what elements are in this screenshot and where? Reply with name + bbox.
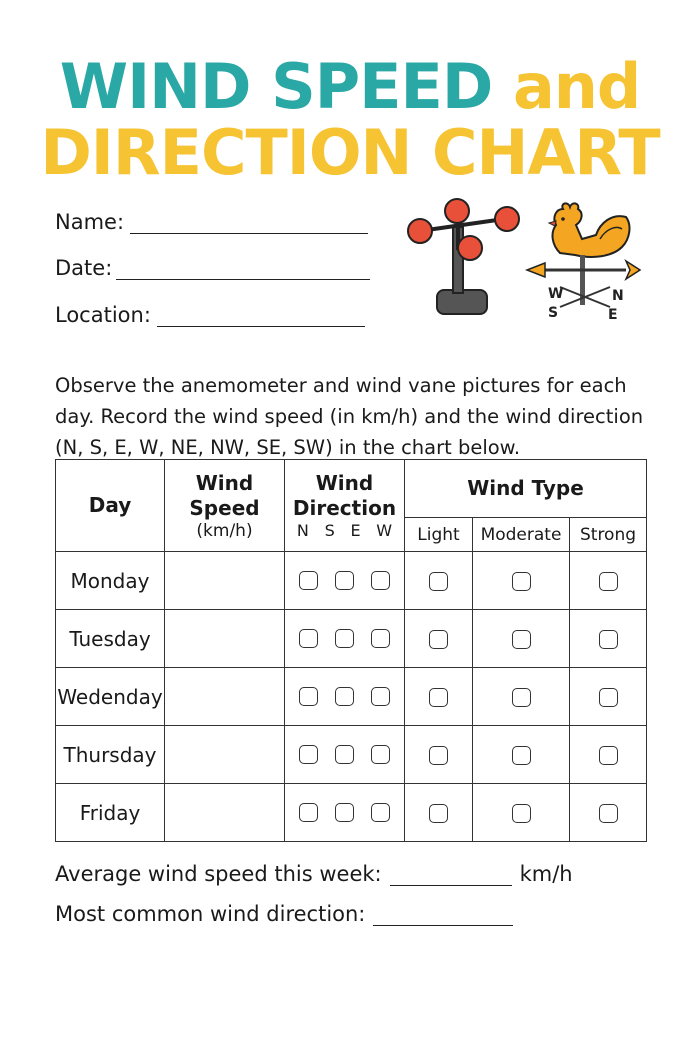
direction-checkbox[interactable] <box>299 745 318 764</box>
type-light-checkbox[interactable] <box>429 746 448 765</box>
location-label: Location: <box>55 303 151 327</box>
location-field <box>55 303 365 327</box>
direction-checkbox[interactable] <box>335 687 354 706</box>
type-light-cell <box>405 552 473 610</box>
type-strong-cell <box>570 784 647 842</box>
type-light-checkbox[interactable] <box>429 572 448 591</box>
direction-checkbox[interactable] <box>335 571 354 590</box>
type-light-checkbox[interactable] <box>429 688 448 707</box>
wind-direction-header: Wind Direction N S E W <box>285 460 405 552</box>
direction-cell <box>285 552 405 610</box>
date-field <box>55 256 370 280</box>
direction-checkbox[interactable] <box>335 803 354 822</box>
common-direction-line <box>55 902 513 926</box>
direction-cell <box>285 610 405 668</box>
direction-cell <box>285 668 405 726</box>
direction-checkbox[interactable] <box>371 571 390 590</box>
wind-speed-cell[interactable] <box>165 552 285 610</box>
wind-speed-cell[interactable] <box>165 726 285 784</box>
name-label: Name: <box>55 210 125 234</box>
wind-type-header: Wind Type <box>405 460 647 518</box>
header-row-1 <box>56 460 647 518</box>
type-moderate-checkbox[interactable] <box>512 804 531 823</box>
compass-w: W <box>548 286 564 302</box>
type-strong-cell <box>570 726 647 784</box>
type-strong-checkbox[interactable] <box>599 572 618 591</box>
type-strong-checkbox[interactable] <box>599 746 618 765</box>
day-cell: Friday <box>56 784 165 842</box>
table-row <box>56 610 647 668</box>
type-strong-header: Strong <box>570 518 647 552</box>
type-strong-cell <box>570 668 647 726</box>
table-row <box>56 784 647 842</box>
direction-checkbox[interactable] <box>299 629 318 648</box>
type-light-cell <box>405 726 473 784</box>
direction-cell <box>285 726 405 784</box>
type-moderate-checkbox[interactable] <box>512 746 531 765</box>
direction-checkbox[interactable] <box>371 745 390 764</box>
type-moderate-cell <box>473 552 570 610</box>
common-label: Most common wind direction: <box>55 902 366 926</box>
day-cell: Thursday <box>56 726 165 784</box>
type-light-checkbox[interactable] <box>429 630 448 649</box>
type-light-cell <box>405 784 473 842</box>
anemometer-icon <box>408 199 519 314</box>
compass-e: E <box>608 307 618 323</box>
day-cell: Tuesday <box>56 610 165 668</box>
table-row <box>56 552 647 610</box>
average-label: Average wind speed this week: <box>55 862 382 886</box>
type-moderate-checkbox[interactable] <box>512 630 531 649</box>
direction-checkbox[interactable] <box>371 803 390 822</box>
day-cell: Wedenday <box>56 668 165 726</box>
type-light-header: Light <box>405 518 473 552</box>
type-strong-checkbox[interactable] <box>599 804 618 823</box>
wind-speed-cell[interactable] <box>165 668 285 726</box>
type-moderate-header: Moderate <box>473 518 570 552</box>
direction-checkbox[interactable] <box>335 629 354 648</box>
direction-checkbox[interactable] <box>299 803 318 822</box>
average-blank[interactable] <box>390 863 512 886</box>
title-main: WIND SPEED <box>59 50 493 123</box>
compass-s: S <box>548 305 559 321</box>
type-strong-cell <box>570 610 647 668</box>
date-line[interactable] <box>116 257 370 280</box>
date-label: Date: <box>55 256 113 280</box>
average-speed-line <box>55 862 573 886</box>
instructions-text: Observe the anemometer and wind vane pictures for each day. Record the wind speed (in km/h) and the wind direction (N, S, E, W, NE, NW, SE, SW) in the chart below. <box>55 373 644 459</box>
direction-checkbox[interactable] <box>299 571 318 590</box>
compass-n: N <box>612 288 624 304</box>
type-moderate-cell <box>473 610 570 668</box>
type-moderate-checkbox[interactable] <box>512 572 531 591</box>
common-blank[interactable] <box>373 903 513 926</box>
average-unit: km/h <box>519 862 573 886</box>
name-line[interactable] <box>130 211 368 234</box>
type-moderate-checkbox[interactable] <box>512 688 531 707</box>
direction-checkbox[interactable] <box>371 687 390 706</box>
type-light-cell <box>405 610 473 668</box>
title-accent: and <box>512 50 641 123</box>
type-strong-checkbox[interactable] <box>599 630 618 649</box>
type-strong-checkbox[interactable] <box>599 688 618 707</box>
direction-checkbox[interactable] <box>371 629 390 648</box>
wind-chart-table <box>55 459 647 842</box>
day-cell: Monday <box>56 552 165 610</box>
name-field <box>55 210 368 234</box>
type-light-cell <box>405 668 473 726</box>
day-header: Day <box>56 460 165 552</box>
type-moderate-cell <box>473 726 570 784</box>
wind-instruments-illustration <box>400 195 650 330</box>
title-line-1 <box>0 52 700 122</box>
type-light-checkbox[interactable] <box>429 804 448 823</box>
wind-speed-cell[interactable] <box>165 784 285 842</box>
wind-speed-header: Wind Speed (km/h) <box>165 460 285 552</box>
table-row <box>56 668 647 726</box>
type-moderate-cell <box>473 784 570 842</box>
direction-checkbox[interactable] <box>299 687 318 706</box>
direction-checkbox[interactable] <box>335 745 354 764</box>
table-row <box>56 726 647 784</box>
direction-letters: N S E W <box>296 521 393 540</box>
location-line[interactable] <box>157 304 365 327</box>
type-moderate-cell <box>473 668 570 726</box>
direction-cell <box>285 784 405 842</box>
type-strong-cell <box>570 552 647 610</box>
wind-speed-cell[interactable] <box>165 610 285 668</box>
title-line-2: DIRECTION CHART <box>40 116 660 189</box>
